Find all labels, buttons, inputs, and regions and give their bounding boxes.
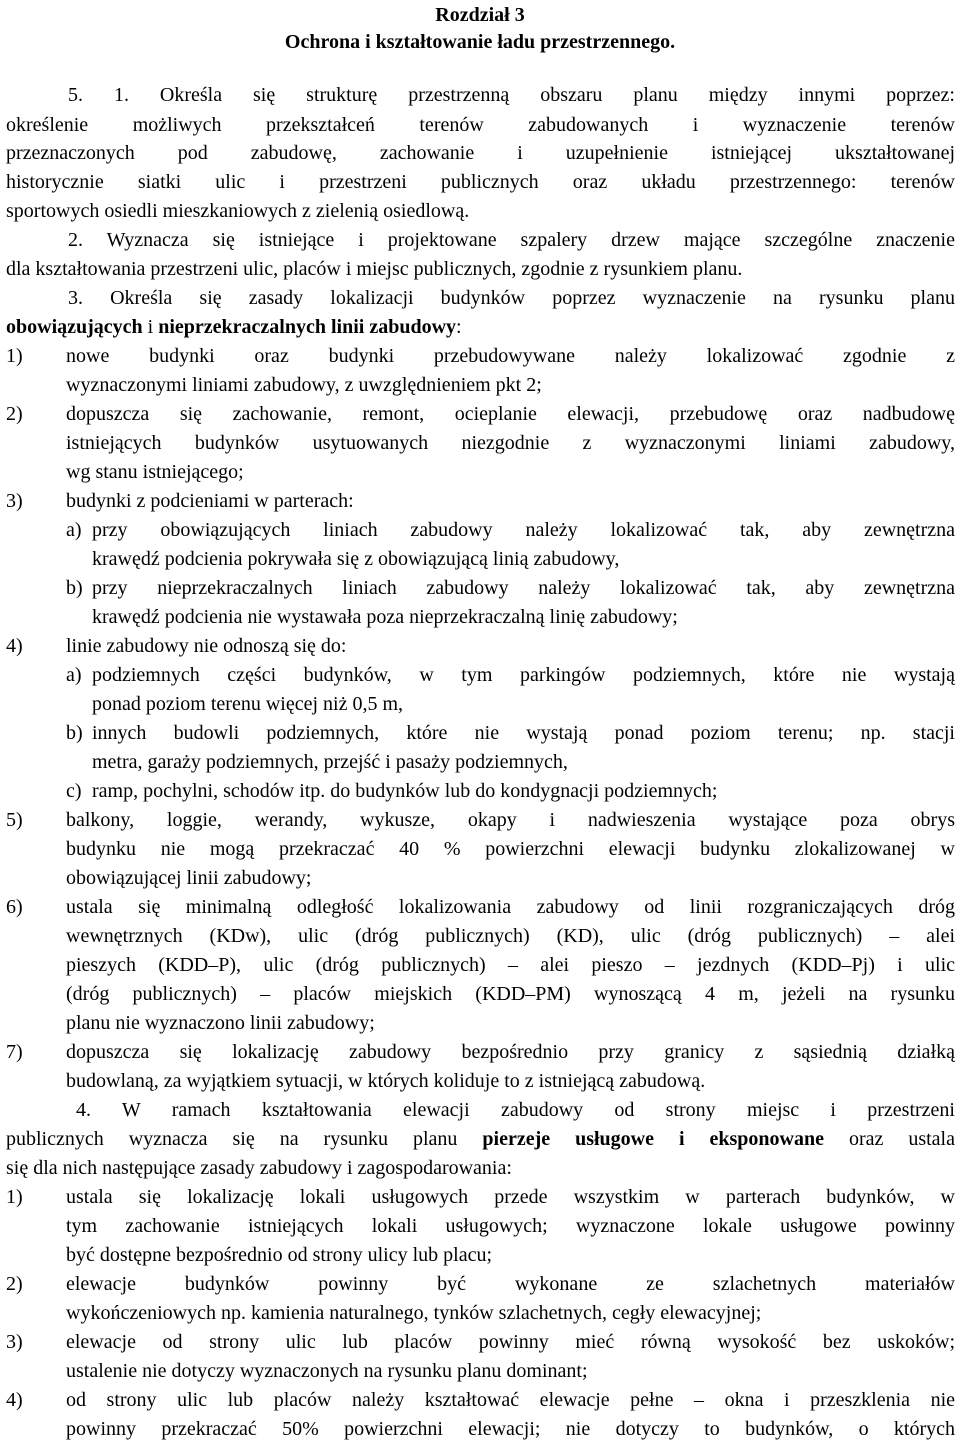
p4-pre: publicznych wyznacza się na rysunku planu (6, 1128, 483, 1150)
subitem-line: innych budowli podziemnych, które nie wystają ponad poziom terenu; np. stacji (92, 722, 955, 744)
item-line: ustala się minimalną odległość lokalizowania zabudowy od linii rozgraniczających dróg (66, 896, 955, 918)
item-line: obowiązującej linii zabudowy; (66, 867, 312, 889)
item-number: 4) (6, 1389, 23, 1411)
item-line: budowlaną, za wyjątkiem sytuacji, w których koliduje to z istniejącą zabudową. (66, 1070, 706, 1092)
p3-line-bold (6, 315, 955, 341)
item-line: dopuszcza się zachowanie, remont, ocieplanie elewacji, przebudowę oraz nadbudowę (66, 403, 955, 425)
item-number: 1) (6, 345, 23, 367)
p4-line-bold (6, 1127, 955, 1153)
item-number: 6) (6, 896, 23, 918)
item-line: wykończeniowych np. kamienia naturalnego, tynków szlachetnych, cegły elewacyjnej; (66, 1302, 762, 1324)
item-line: ustalenie nie dotyczy wyznaczonych na rysunku planu dominant; (66, 1360, 588, 1382)
item-line: wg stanu istniejącego; (66, 461, 244, 483)
subitem-letter: c) (66, 780, 82, 802)
item-line: od strony ulic lub placów należy kształtować elewacje pełne – okna i przeszklenia nie (66, 1389, 955, 1411)
item-number: 1) (6, 1186, 23, 1208)
item-line: linie zabudowy nie odnoszą się do: (66, 635, 347, 657)
item-number: 2) (6, 1273, 23, 1295)
item-number: 5) (6, 809, 23, 831)
section5-head (68, 83, 955, 109)
p1-line: przeznaczonych pod zabudowę, zachowanie i uzupełnienie istniejącej ukształtowanej (6, 142, 955, 164)
subitem-letter: a) (66, 664, 82, 686)
p4-post: oraz ustala (823, 1128, 955, 1150)
chapter-title: Ochrona i kształtowanie ładu przestrzennego. (284, 31, 676, 53)
subitem-line: przy obowiązujących liniach zabudowy należy lokalizować tak, aby zewnętrzna (92, 519, 955, 541)
item-line: powinny przekraczać 50% powierzchni elewacji; nie dotyczy to budynków, o których (66, 1418, 955, 1440)
p4-bold: pierzeje usługowe i eksponowane (482, 1128, 824, 1150)
subitem-line: metra, garaży podziemnych, przejść i pasaży podziemnych, (92, 751, 568, 773)
p1-line: historycznie siatki ulic i przestrzeni publicznych oraz układu przestrzennego: terenów (6, 171, 955, 193)
item-line: ustala się lokalizację lokali usługowych przede wszystkim w parterach budynków, w (66, 1186, 955, 1208)
subitem-line: przy nieprzekraczalnych liniach zabudowy należy lokalizować tak, aby zewnętrzna (92, 577, 955, 599)
item-line: nowe budynki oraz budynki przebudowywane należy lokalizować zgodnie z (66, 345, 955, 367)
subitem-letter: b) (66, 722, 83, 744)
item-line: budynku nie mogą przekraczać 40 % powierzchni elewacji budynku zlokalizowanej w (66, 838, 955, 860)
p2-line: 2. Wyznacza się istniejące i projektowane szpalery drzew mające szczególne znaczenie (68, 229, 955, 251)
item-line: dopuszcza się lokalizację zabudowy bezpośrednio przy granicy z sąsiednią działką (66, 1041, 955, 1063)
p4-line: się dla nich następujące zasady zabudowy i zagospodarowania: (6, 1157, 512, 1179)
p3-line: 3. Określa się zasady lokalizacji budynków poprzez wyznaczenie na rysunku planu (68, 287, 955, 309)
item-number: 2) (6, 403, 23, 425)
item-line: wewnętrznych (KDw), ulic (dróg publicznych) (KD), ulic (dróg publicznych) – alei (66, 925, 955, 947)
p1-line: określenie możliwych przekształceń terenów zabudowanych i wyznaczenie terenów (6, 114, 955, 136)
subitem-letter: b) (66, 577, 83, 599)
chapter-heading: Rozdział 3 (435, 4, 525, 26)
p3-mid: i (142, 316, 159, 338)
item-line: elewacje od strony ulic lub placów powinny mieć równą wysokość bez uskoków; (66, 1331, 955, 1353)
p2-line: dla kształtowania przestrzeni ulic, placów i miejsc publicznych, zgodnie z rysunkiem planu. (6, 258, 743, 280)
item-number: 4) (6, 635, 23, 657)
item-line: być dostępne bezpośrednio od strony ulicy lub placu; (66, 1244, 493, 1266)
subitem-letter: a) (66, 519, 82, 541)
item-line: balkony, loggie, werandy, wykusze, okapy i nadwieszenia wystające poza obrys (66, 809, 955, 831)
item-line: tym zachowanie istniejących lokali usługowych; wyznaczone lokale usługowe powinny (66, 1215, 955, 1237)
item-line: wyznaczonymi liniami zabudowy, z uwzględnieniem pkt 2; (66, 374, 542, 396)
item-line: elewacje budynków powinny być wykonane ze szlachetnych materiałów (66, 1273, 955, 1295)
section5-head-text: 5. 1. Określa się strukturę przestrzenną obszaru planu między innymi poprzez: (68, 84, 955, 106)
p3-bold-1: obowiązujących (6, 316, 143, 338)
subitem-line: podziemnych części budynków, w tym parkingów podziemnych, które nie wystają (92, 664, 955, 686)
item-line: (dróg publicznych) – placów miejskich (KDD–PM) wynoszącą 4 m, jeżeli na rysunku (66, 983, 955, 1005)
item-number: 7) (6, 1041, 23, 1063)
p3-end: : (456, 316, 462, 338)
subitem-line: krawędź podcienia pokrywała się z obowiązującą linią zabudowy, (92, 548, 620, 570)
subitem-line: ramp, pochylni, schodów itp. do budynków lub do kondygnacji podziemnych; (92, 780, 718, 802)
p1-line: sportowych osiedli mieszkaniowych z zielenią osiedlową. (6, 200, 470, 222)
p4-line: 4. W ramach kształtowania elewacji zabudowy od strony miejsc i przestrzeni (76, 1099, 955, 1121)
p3-bold-2: nieprzekraczalnych linii zabudowy (158, 316, 457, 338)
subitem-line: krawędź podcienia nie wystawała poza nieprzekraczalną linię zabudowy; (92, 606, 678, 628)
item-line: budynki z podcieniami w parterach: (66, 490, 354, 512)
item-line: planu nie wyznaczono linii zabudowy; (66, 1012, 375, 1034)
item-line: istniejących budynków usytuowanych niezgodnie z wyznaczonymi liniami zabudowy, (66, 432, 955, 454)
subitem-line: ponad poziom terenu więcej niż 0,5 m, (92, 693, 404, 715)
item-number: 3) (6, 1331, 23, 1353)
item-number: 3) (6, 490, 23, 512)
item-line: pieszych (KDD–P), ulic (dróg publicznych) – alei pieszo – jezdnych (KDD–Pj) i ulic (66, 954, 955, 976)
